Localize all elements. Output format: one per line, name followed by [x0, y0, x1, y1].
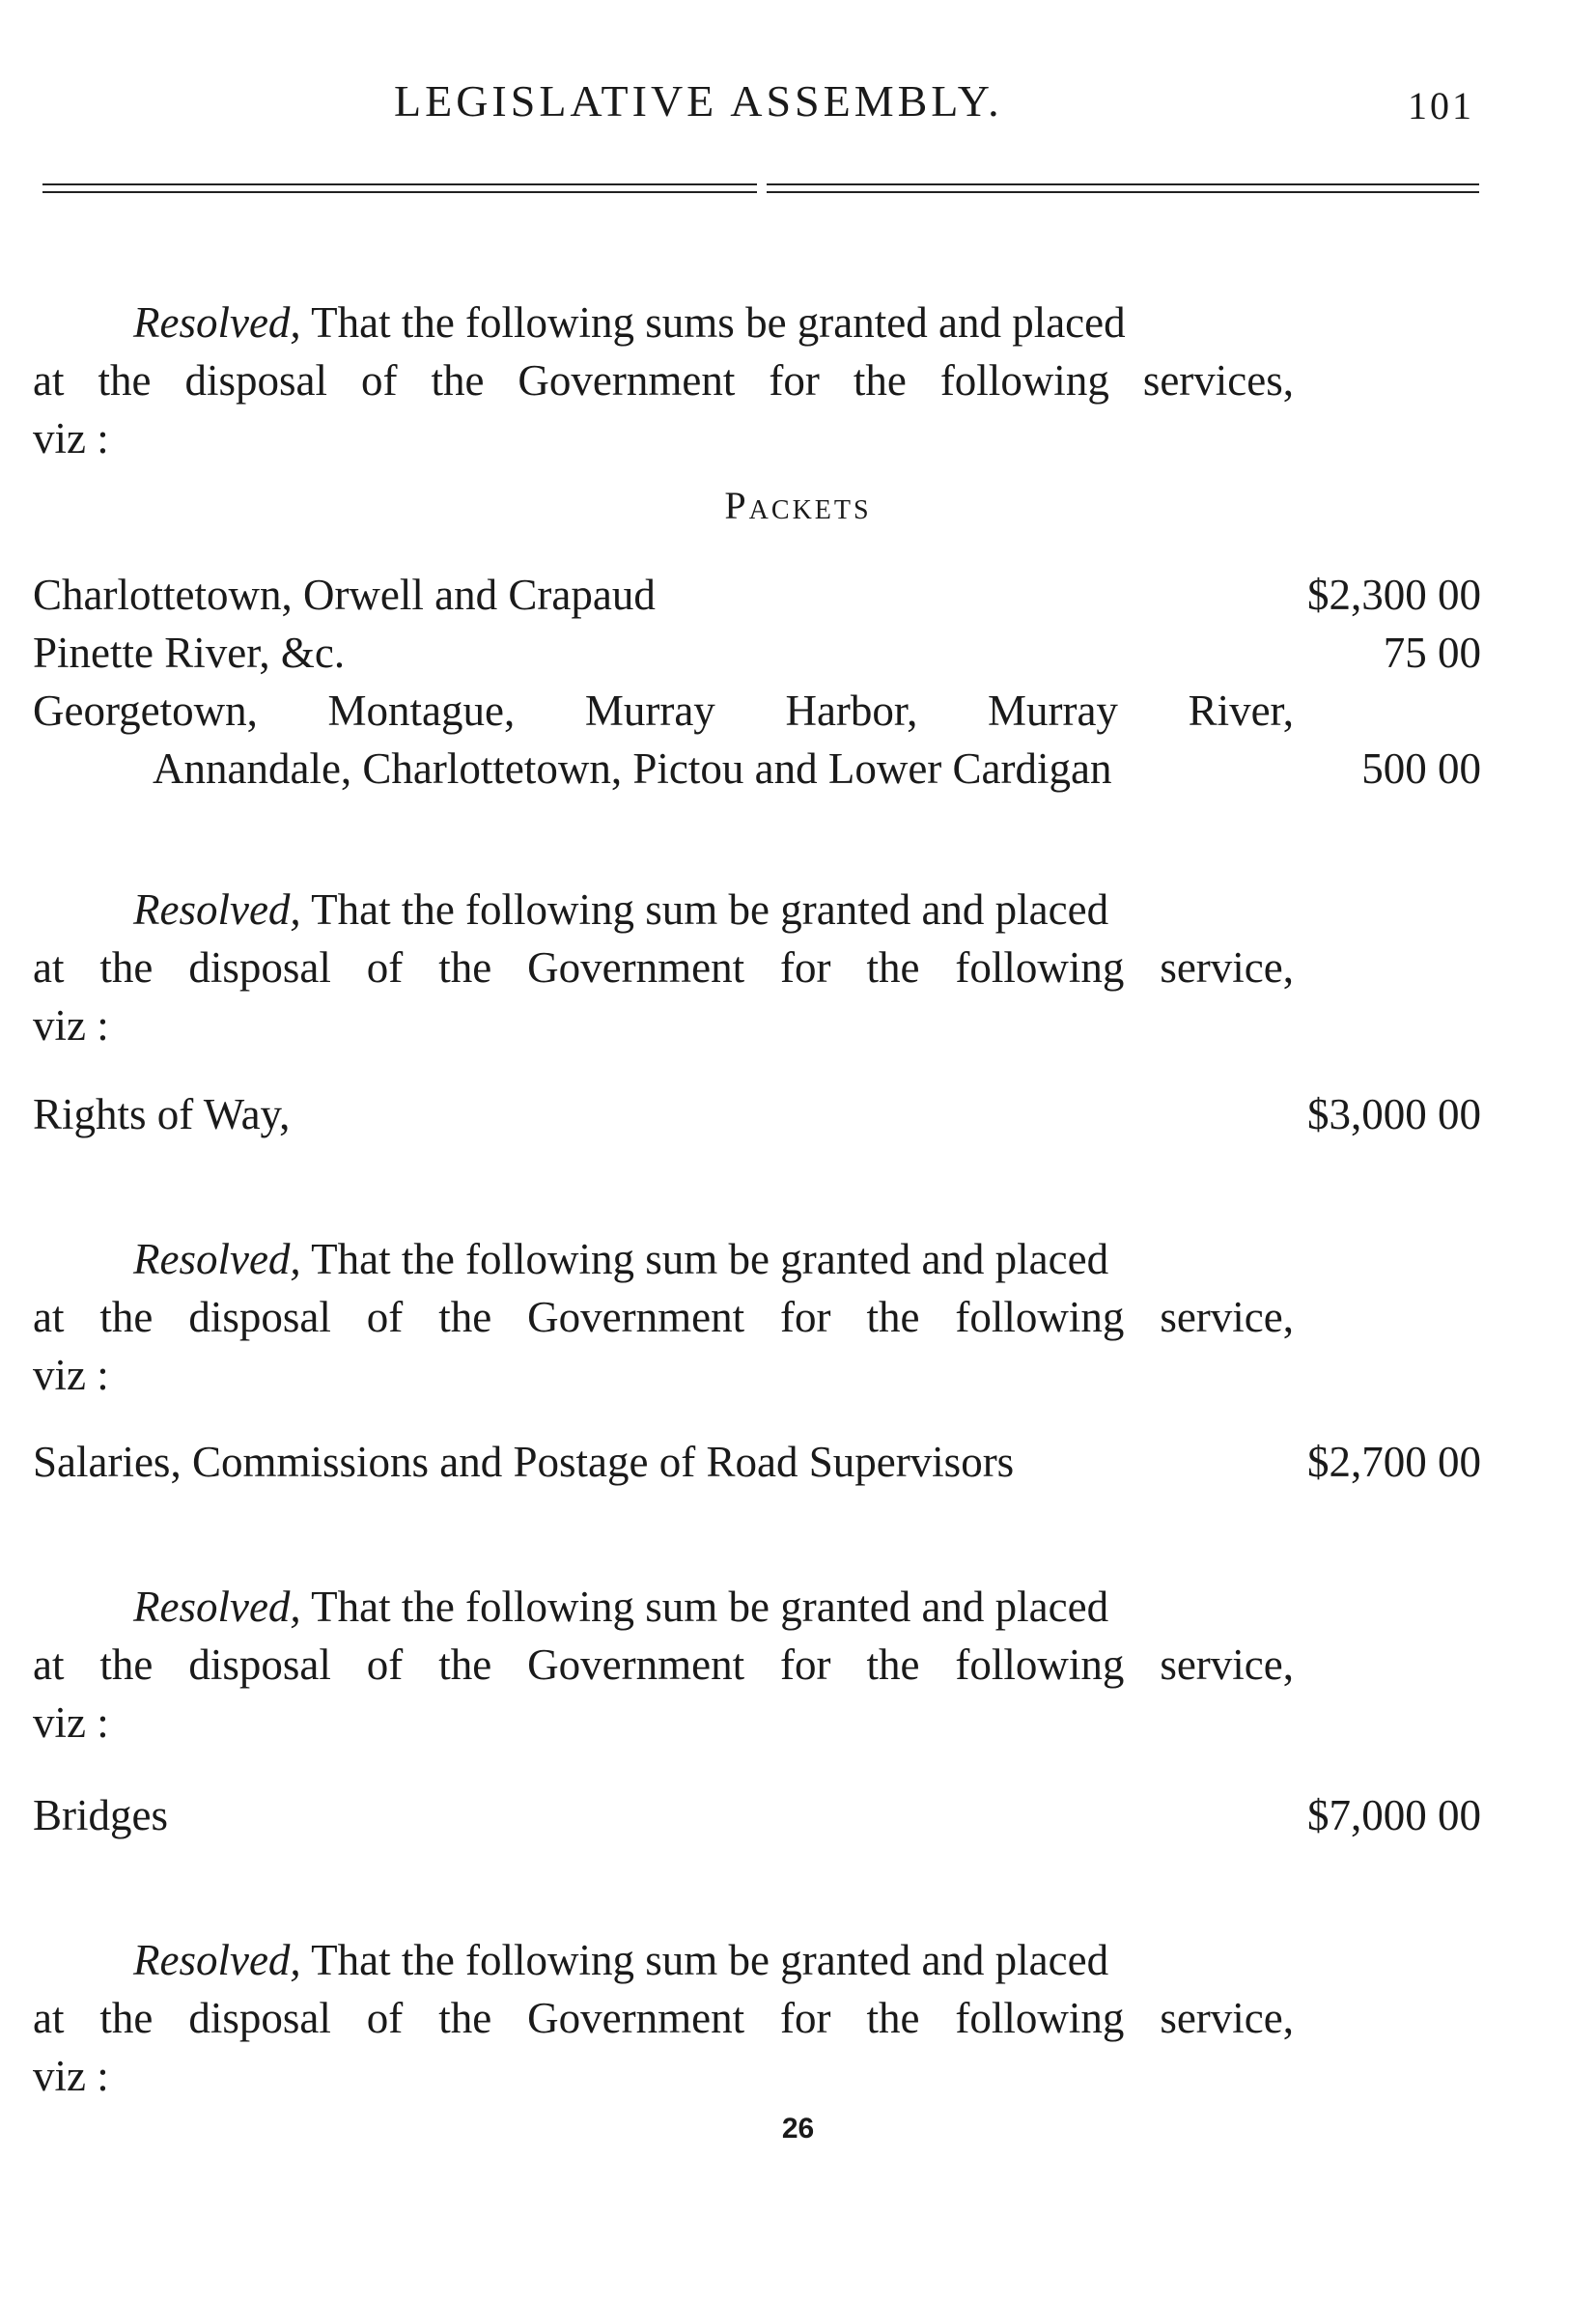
appropriation-item — [33, 624, 1481, 682]
appropriation-item — [33, 566, 1481, 624]
running-title: LEGISLATIVE ASSEMBLY. — [394, 76, 1003, 126]
appropriation-item — [33, 740, 1481, 798]
rule-right — [767, 183, 1479, 195]
resolution-paragraph — [33, 881, 1294, 1054]
resolved-word: Resolved, — [133, 1936, 301, 1984]
resolution-paragraph — [33, 294, 1294, 467]
section-heading-packets: Packets — [724, 484, 872, 527]
resolution-paragraph — [33, 1931, 1294, 2105]
page-number: 101 — [1408, 84, 1474, 127]
resolved-word: Resolved, — [133, 1583, 301, 1631]
item-amount: $3,000 00 — [1307, 1090, 1481, 1138]
resolved-word: Resolved, — [133, 1235, 301, 1283]
page-header — [0, 75, 1596, 133]
appropriation-item — [33, 1085, 1481, 1143]
paragraph-line — [33, 1230, 1294, 1288]
appropriation-item — [33, 1433, 1481, 1491]
paragraph-line: viz : — [33, 1698, 109, 1747]
paragraph-line: at the disposal of the Government for the following service, — [33, 1640, 1294, 1689]
item-amount: $2,700 00 — [1307, 1438, 1481, 1486]
item-description: Charlottetown, Orwell and Crapaud — [33, 571, 656, 619]
paragraph-line: at the disposal of the Government for the following services, — [33, 356, 1294, 405]
paragraph-text: That the following sum be granted and placed — [311, 1583, 1109, 1631]
item-amount: $2,300 00 — [1307, 571, 1481, 619]
item-amount: $7,000 00 — [1307, 1791, 1481, 1839]
item-amount: 500 00 — [1361, 744, 1481, 793]
item-amount: 75 00 — [1383, 629, 1481, 677]
item-description: Pinette River, &c. — [33, 629, 346, 677]
item-description: Georgetown, Montague, Murray Harbor, Murray River, — [33, 687, 1294, 735]
resolved-word: Resolved, — [133, 885, 301, 934]
item-description: Bridges — [33, 1791, 168, 1839]
item-description: Salaries, Commissions and Postage of Road Supervisors — [33, 1438, 1015, 1486]
rule-left — [42, 183, 757, 195]
resolution-paragraph — [33, 1578, 1294, 1752]
paragraph-line: at the disposal of the Government for the following service, — [33, 943, 1294, 992]
appropriation-item — [33, 682, 1481, 740]
paragraph-line — [33, 1931, 1294, 1989]
paragraph-line — [33, 881, 1294, 939]
paragraph-line — [33, 294, 1294, 351]
paragraph-text: That the following sum be granted and placed — [311, 1235, 1109, 1283]
paragraph-line: at the disposal of the Government for the following service, — [33, 1994, 1294, 2042]
paragraph-line: at the disposal of the Government for the following service, — [33, 1293, 1294, 1341]
paragraph-text: That the following sums be granted and placed — [311, 298, 1126, 347]
paragraph-line: viz : — [33, 2052, 109, 2100]
resolution-paragraph — [33, 1230, 1294, 1404]
resolved-word: Resolved, — [133, 298, 301, 347]
item-description: Rights of Way, — [33, 1090, 291, 1138]
appropriation-item — [33, 1786, 1481, 1844]
paragraph-line: viz : — [33, 414, 109, 463]
item-description-continued: Annandale, Charlottetown, Pictou and Lower Cardigan — [153, 744, 1112, 793]
paragraph-text: That the following sum be granted and placed — [311, 1936, 1109, 1984]
paragraph-line: viz : — [33, 1001, 109, 1050]
paragraph-line: viz : — [33, 1351, 109, 1399]
signature-mark: 26 — [781, 2113, 815, 2145]
paragraph-text: That the following sum be granted and placed — [311, 885, 1109, 934]
paragraph-line — [33, 1578, 1294, 1636]
